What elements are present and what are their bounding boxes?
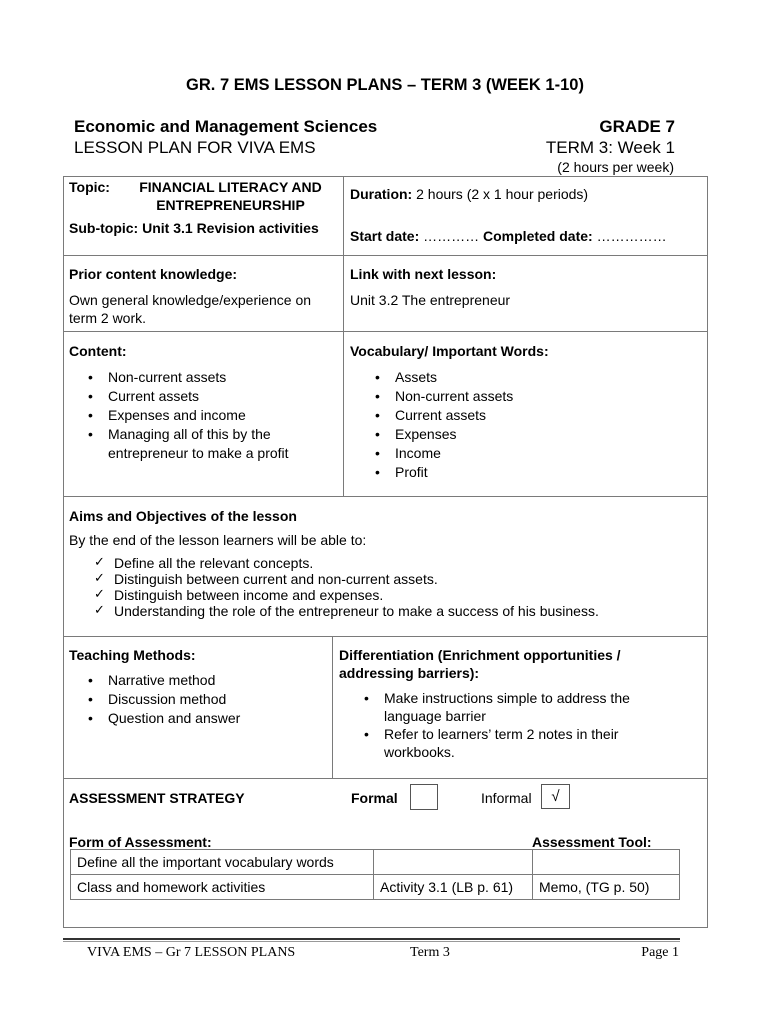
footer-center: Term 3 [410, 945, 450, 960]
content-cell [69, 342, 337, 463]
differentiation-list [360, 689, 650, 761]
list-item: • Narrative method [84, 671, 327, 690]
duration-value: 2 hours (2 x 1 hour periods) [416, 186, 589, 202]
list-item: • Expenses [371, 425, 700, 444]
duration-label: Duration: [350, 186, 413, 202]
list-item: • Assets [371, 368, 700, 387]
aims-label: Aims and Objectives of the lesson [69, 508, 297, 524]
next-lesson-cell [350, 265, 700, 309]
hours-per-week: (2 hours per week) [557, 159, 674, 175]
row-divider [63, 636, 708, 637]
aims-list [92, 555, 699, 619]
table-cell: Define all the important vocabulary words [71, 850, 374, 875]
content-label: Content: [69, 343, 127, 359]
footer-rule [63, 941, 680, 942]
list-item: • Question and answer [84, 709, 327, 728]
column-divider [343, 176, 344, 496]
completed-date-label: Completed date: [483, 228, 593, 244]
column-divider [332, 636, 333, 778]
footer-left: VIVA EMS – Gr 7 LESSON PLANS [87, 945, 296, 960]
subtopic-label: Sub-topic: [69, 220, 139, 236]
aims-intro: By the end of the lesson learners will be able to: [69, 532, 367, 548]
assessment-strategy-label: ASSESSMENT STRATEGY [69, 790, 245, 806]
table-row [71, 850, 680, 875]
footer-rule [63, 938, 680, 940]
formal-label: Formal [351, 790, 398, 806]
prior-knowledge-label: Prior content knowledge: [69, 266, 238, 282]
list-item: • Make instructions simple to address the language barrier [360, 689, 650, 725]
plan-label: LESSON PLAN FOR VIVA EMS [74, 138, 316, 157]
list-item: • Non-current assets [371, 387, 700, 406]
next-lesson-text: Unit 3.2 The entrepreneur [350, 292, 511, 308]
formal-checkbox[interactable] [410, 784, 438, 810]
informal-checkbox[interactable]: √ [541, 784, 570, 809]
list-item: • Current assets [371, 406, 700, 425]
list-item: • Income [371, 444, 700, 463]
start-date-label: Start date: [350, 228, 420, 244]
table-cell: Memo, (TG p. 50) [533, 875, 680, 900]
footer-page-number: Page 1 [641, 945, 679, 960]
prior-knowledge-cell [69, 265, 337, 327]
vocabulary-list [371, 368, 700, 482]
teaching-methods-cell [69, 646, 327, 728]
row-divider [63, 331, 708, 332]
topic-label: Topic: [69, 179, 110, 195]
completed-date-value[interactable]: …………… [596, 228, 667, 244]
subtopic-value: Unit 3.1 Revision activities [142, 220, 319, 236]
start-date-value[interactable]: ………… [423, 228, 480, 244]
term-week: TERM 3: Week 1 [545, 138, 675, 157]
topic-value: FINANCIAL LITERACY AND ENTREPRENEURSHIP [139, 179, 322, 213]
aims-cell [69, 507, 699, 619]
table-cell: Class and homework activities [71, 875, 374, 900]
row-divider [63, 255, 708, 256]
assessment-table [70, 849, 680, 900]
list-item: • Managing all of this by the entrepreneur to make a profit [84, 425, 324, 463]
vocabulary-cell [350, 342, 700, 482]
grade-label: GRADE 7 [599, 117, 675, 136]
list-item: ✓ Understanding the role of the entrepreneur to make a success of his business. [92, 603, 699, 619]
content-list [84, 368, 324, 463]
table-row [71, 875, 680, 900]
page-title: GR. 7 EMS LESSON PLANS – TERM 3 (WEEK 1-10) [186, 76, 584, 94]
differentiation-label: Differentiation (Enrichment opportunities / addressing barriers): [339, 647, 621, 681]
vocabulary-label: Vocabulary/ Important Words: [350, 343, 549, 359]
list-item: • Expenses and income [84, 406, 324, 425]
differentiation-cell [339, 646, 659, 761]
assessment-tool-label: Assessment Tool: [532, 834, 652, 850]
table-cell [374, 850, 533, 875]
row-divider [63, 778, 708, 779]
duration-cell [350, 185, 588, 203]
prior-knowledge-text: Own general knowledge/experience on term 2 work. [69, 292, 312, 326]
list-item: ✓ Define all the relevant concepts. [92, 555, 699, 571]
next-lesson-label: Link with next lesson: [350, 266, 497, 282]
list-item: ✓ Distinguish between current and non-current assets. [92, 571, 699, 587]
dates-cell [350, 227, 667, 245]
subject-name: Economic and Management Sciences [74, 117, 378, 136]
list-item: ✓ Distinguish between income and expenses. [92, 587, 699, 603]
form-of-assessment-label: Form of Assessment: [69, 834, 212, 850]
list-item: • Profit [371, 463, 700, 482]
informal-label: Informal [481, 790, 532, 806]
table-cell [533, 850, 680, 875]
list-item: • Current assets [84, 387, 324, 406]
topic-cell [69, 178, 339, 237]
row-divider [63, 496, 708, 497]
list-item: • Discussion method [84, 690, 327, 709]
list-item: • Non-current assets [84, 368, 324, 387]
teaching-methods-label: Teaching Methods: [69, 647, 196, 663]
table-cell: Activity 3.1 (LB p. 61) [374, 875, 533, 900]
teaching-methods-list [84, 671, 327, 728]
list-item: • Refer to learners’ term 2 notes in their workbooks. [360, 725, 650, 761]
